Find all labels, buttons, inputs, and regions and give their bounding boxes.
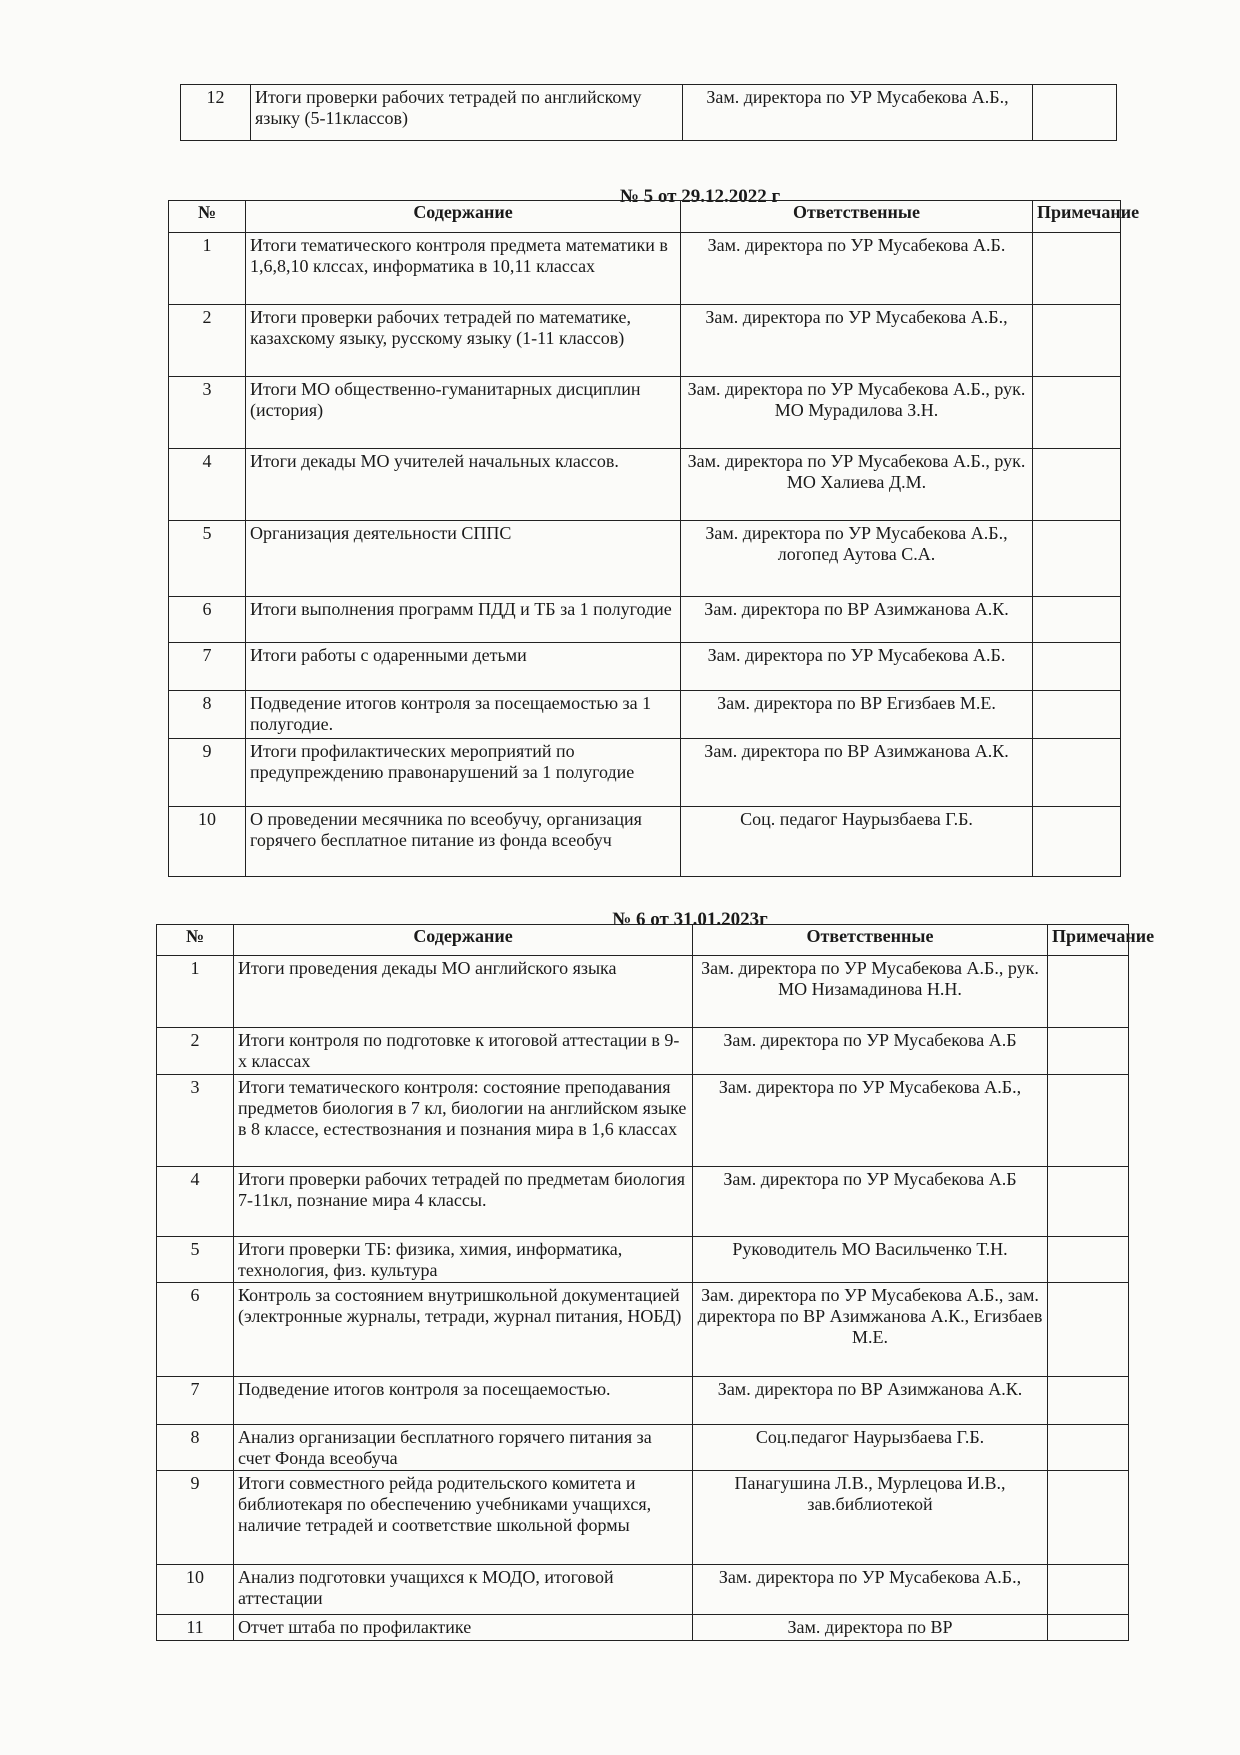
row-note bbox=[1033, 233, 1121, 305]
row-number: 6 bbox=[157, 1283, 234, 1377]
row-note bbox=[1048, 1283, 1129, 1377]
row-content: Анализ подготовки учащихся к МОДО, итоговой аттестации bbox=[234, 1565, 693, 1615]
table-row bbox=[169, 643, 1121, 691]
row-note bbox=[1048, 1075, 1129, 1167]
row-number: 6 bbox=[169, 597, 246, 643]
protocol-6-table bbox=[156, 924, 1155, 1641]
row-note bbox=[1033, 521, 1121, 597]
row-number: 7 bbox=[157, 1377, 234, 1425]
table-row bbox=[157, 1565, 1129, 1615]
header-note: Примечание bbox=[1033, 201, 1121, 233]
row-number: 1 bbox=[157, 956, 234, 1028]
protocol-5-title: № 5 от 29.12.2022 г bbox=[619, 186, 781, 207]
row-note bbox=[1033, 739, 1121, 807]
top-table bbox=[180, 84, 1117, 141]
table-row bbox=[157, 1075, 1129, 1167]
row-responsible: Зам. директора по УР Мусабекова А.Б. bbox=[681, 643, 1033, 691]
row-responsible: Соц. педагог Наурызбаева Г.Б. bbox=[681, 807, 1033, 877]
row-note bbox=[1033, 85, 1117, 141]
row-responsible: Зам. директора по УР Мусабекова А.Б., рук. МО Мурадилова З.Н. bbox=[681, 377, 1033, 449]
row-content: Итоги МО общественно-гуманитарных дисциплин (история) bbox=[246, 377, 681, 449]
row-number: 7 bbox=[169, 643, 246, 691]
row-note bbox=[1048, 1237, 1129, 1283]
row-note bbox=[1033, 643, 1121, 691]
row-content: Итоги тематического контроля предмета математики в 1,6,8,10 клссах, информатика в 10,11 классах bbox=[246, 233, 681, 305]
row-responsible: Соц.педагог Наурызбаева Г.Б. bbox=[693, 1425, 1048, 1471]
row-note bbox=[1048, 956, 1129, 1028]
row-number: 2 bbox=[169, 305, 246, 377]
protocol-5-table bbox=[168, 200, 1140, 877]
table-row bbox=[157, 1377, 1129, 1425]
row-note bbox=[1048, 1615, 1129, 1641]
table-header-row bbox=[169, 201, 1121, 233]
row-content: Итоги проверки рабочих тетрадей по английскому языку (5-11классов) bbox=[251, 85, 683, 141]
row-note bbox=[1048, 1471, 1129, 1565]
row-content: Контроль за состоянием внутришкольной документацией (электронные журналы, тетради, журнал питания, НОБД) bbox=[234, 1283, 693, 1377]
row-content: О проведении месячника по всеобучу, организация горячего бесплатное питание из фонда всеобуч bbox=[246, 807, 681, 877]
row-note bbox=[1033, 305, 1121, 377]
row-responsible: Зам. директора по ВР bbox=[693, 1615, 1048, 1641]
row-content: Отчет штаба по профилактике bbox=[234, 1615, 693, 1641]
row-content: Итоги работы с одаренными детьми bbox=[246, 643, 681, 691]
row-responsible: Зам. директора по УР Мусабекова А.Б., bbox=[681, 305, 1033, 377]
row-content: Итоги проверки рабочих тетрадей по предметам биология 7-11кл, познание мира 4 классы. bbox=[234, 1167, 693, 1237]
row-number: 4 bbox=[157, 1167, 234, 1237]
row-number: 8 bbox=[157, 1425, 234, 1471]
table-row bbox=[169, 377, 1121, 449]
header-content: Содержание bbox=[234, 925, 693, 956]
table-row bbox=[169, 597, 1121, 643]
row-content: Итоги декады МО учителей начальных классов. bbox=[246, 449, 681, 521]
row-responsible: Зам. директора по УР Мусабекова А.Б., рук. МО Халиева Д.М. bbox=[681, 449, 1033, 521]
row-content: Итоги тематического контроля: состояние преподавания предметов биология в 7 кл, биологии на английском языке в 8 классе, естествознания и познания мира в 1,6 классах bbox=[234, 1075, 693, 1167]
row-responsible: Зам. директора по УР Мусабекова А.Б., bbox=[693, 1075, 1048, 1167]
header-num: № bbox=[169, 201, 246, 233]
row-number: 10 bbox=[169, 807, 246, 877]
header-content: Содержание bbox=[246, 201, 681, 233]
table-row bbox=[169, 739, 1121, 807]
row-number: 10 bbox=[157, 1565, 234, 1615]
table-row bbox=[157, 1167, 1129, 1237]
table-row bbox=[157, 1615, 1129, 1641]
row-responsible: Руководитель МО Васильченко Т.Н. bbox=[693, 1237, 1048, 1283]
row-note bbox=[1048, 1377, 1129, 1425]
row-responsible: Зам. директора по УР Мусабекова А.Б., зам. директора по ВР Азимжанова А.К., Егизбаев М.Е. bbox=[693, 1283, 1048, 1377]
table-row bbox=[157, 956, 1129, 1028]
row-content: Итоги профилактических мероприятий по предупреждению правонарушений за 1 полугодие bbox=[246, 739, 681, 807]
row-responsible: Зам. директора по ВР Азимжанова А.К. bbox=[681, 597, 1033, 643]
row-number: 5 bbox=[157, 1237, 234, 1283]
table-row bbox=[169, 807, 1121, 877]
table-row bbox=[157, 1471, 1129, 1565]
table-row bbox=[157, 1425, 1129, 1471]
row-responsible: Зам. директора по УР Мусабекова А.Б. bbox=[681, 233, 1033, 305]
row-responsible: Зам. директора по УР Мусабекова А.Б., рук. МО Низамадинова Н.Н. bbox=[693, 956, 1048, 1028]
row-responsible: Зам. директора по ВР Азимжанова А.К. bbox=[681, 739, 1033, 807]
row-number: 12 bbox=[181, 85, 251, 141]
protocol-6-title: № 6 от 31.01.2023г bbox=[612, 909, 768, 930]
table-row bbox=[169, 305, 1121, 377]
row-content: Итоги проверки ТБ: физика, химия, информатика, технология, физ. культура bbox=[234, 1237, 693, 1283]
table-row bbox=[169, 521, 1121, 597]
row-responsible: Зам. директора по УР Мусабекова А.Б., логопед Аутова С.А. bbox=[681, 521, 1033, 597]
row-note bbox=[1033, 807, 1121, 877]
row-number: 2 bbox=[157, 1028, 234, 1075]
row-note bbox=[1048, 1028, 1129, 1075]
row-responsible: Зам. директора по УР Мусабекова А.Б bbox=[693, 1028, 1048, 1075]
header-responsible: Ответственные bbox=[693, 925, 1048, 956]
row-content: Итоги контроля по подготовке к итоговой аттестации в 9-х классах bbox=[234, 1028, 693, 1075]
row-content: Подведение итогов контроля за посещаемостью. bbox=[234, 1377, 693, 1425]
row-note bbox=[1048, 1565, 1129, 1615]
row-note bbox=[1048, 1167, 1129, 1237]
row-content: Итоги проведения декады МО английского языка bbox=[234, 956, 693, 1028]
row-number: 11 bbox=[157, 1615, 234, 1641]
row-number: 3 bbox=[157, 1075, 234, 1167]
row-note bbox=[1048, 1425, 1129, 1471]
row-number: 9 bbox=[157, 1471, 234, 1565]
row-number: 4 bbox=[169, 449, 246, 521]
row-number: 9 bbox=[169, 739, 246, 807]
table-row bbox=[169, 691, 1121, 739]
row-note bbox=[1033, 449, 1121, 521]
row-note bbox=[1033, 691, 1121, 739]
table-row bbox=[169, 233, 1121, 305]
row-content: Итоги выполнения программ ПДД и ТБ за 1 полугодие bbox=[246, 597, 681, 643]
row-responsible: Панагушина Л.В., Мурлецова И.В., зав.библиотекой bbox=[693, 1471, 1048, 1565]
row-responsible: Зам. директора по УР Мусабекова А.Б., bbox=[683, 85, 1033, 141]
table-row bbox=[157, 1028, 1129, 1075]
row-content: Итоги проверки рабочих тетрадей по математике, казахскому языку, русскому языку (1-11 классов) bbox=[246, 305, 681, 377]
table-header-row bbox=[157, 925, 1129, 956]
header-note: Примечание bbox=[1048, 925, 1129, 956]
row-number: 3 bbox=[169, 377, 246, 449]
row-number: 5 bbox=[169, 521, 246, 597]
table-row bbox=[157, 1283, 1129, 1377]
row-content: Подведение итогов контроля за посещаемостью за 1 полугодие. bbox=[246, 691, 681, 739]
row-note bbox=[1033, 597, 1121, 643]
table-row bbox=[169, 449, 1121, 521]
row-note bbox=[1033, 377, 1121, 449]
row-number: 1 bbox=[169, 233, 246, 305]
table-row bbox=[181, 85, 1117, 141]
row-responsible: Зам. директора по ВР Егизбаев М.Е. bbox=[681, 691, 1033, 739]
row-content: Итоги совместного рейда родительского комитета и библиотекаря по обеспечению учебниками учащихся, наличие тетрадей и соответствие школьной формы bbox=[234, 1471, 693, 1565]
row-responsible: Зам. директора по ВР Азимжанова А.К. bbox=[693, 1377, 1048, 1425]
row-number: 8 bbox=[169, 691, 246, 739]
row-content: Анализ организации бесплатного горячего питания за счет Фонда всеобуча bbox=[234, 1425, 693, 1471]
header-responsible: Ответственные bbox=[681, 201, 1033, 233]
header-num: № bbox=[157, 925, 234, 956]
row-responsible: Зам. директора по УР Мусабекова А.Б., bbox=[693, 1565, 1048, 1615]
row-content: Организация деятельности СППС bbox=[246, 521, 681, 597]
row-responsible: Зам. директора по УР Мусабекова А.Б bbox=[693, 1167, 1048, 1237]
table-row bbox=[157, 1237, 1129, 1283]
